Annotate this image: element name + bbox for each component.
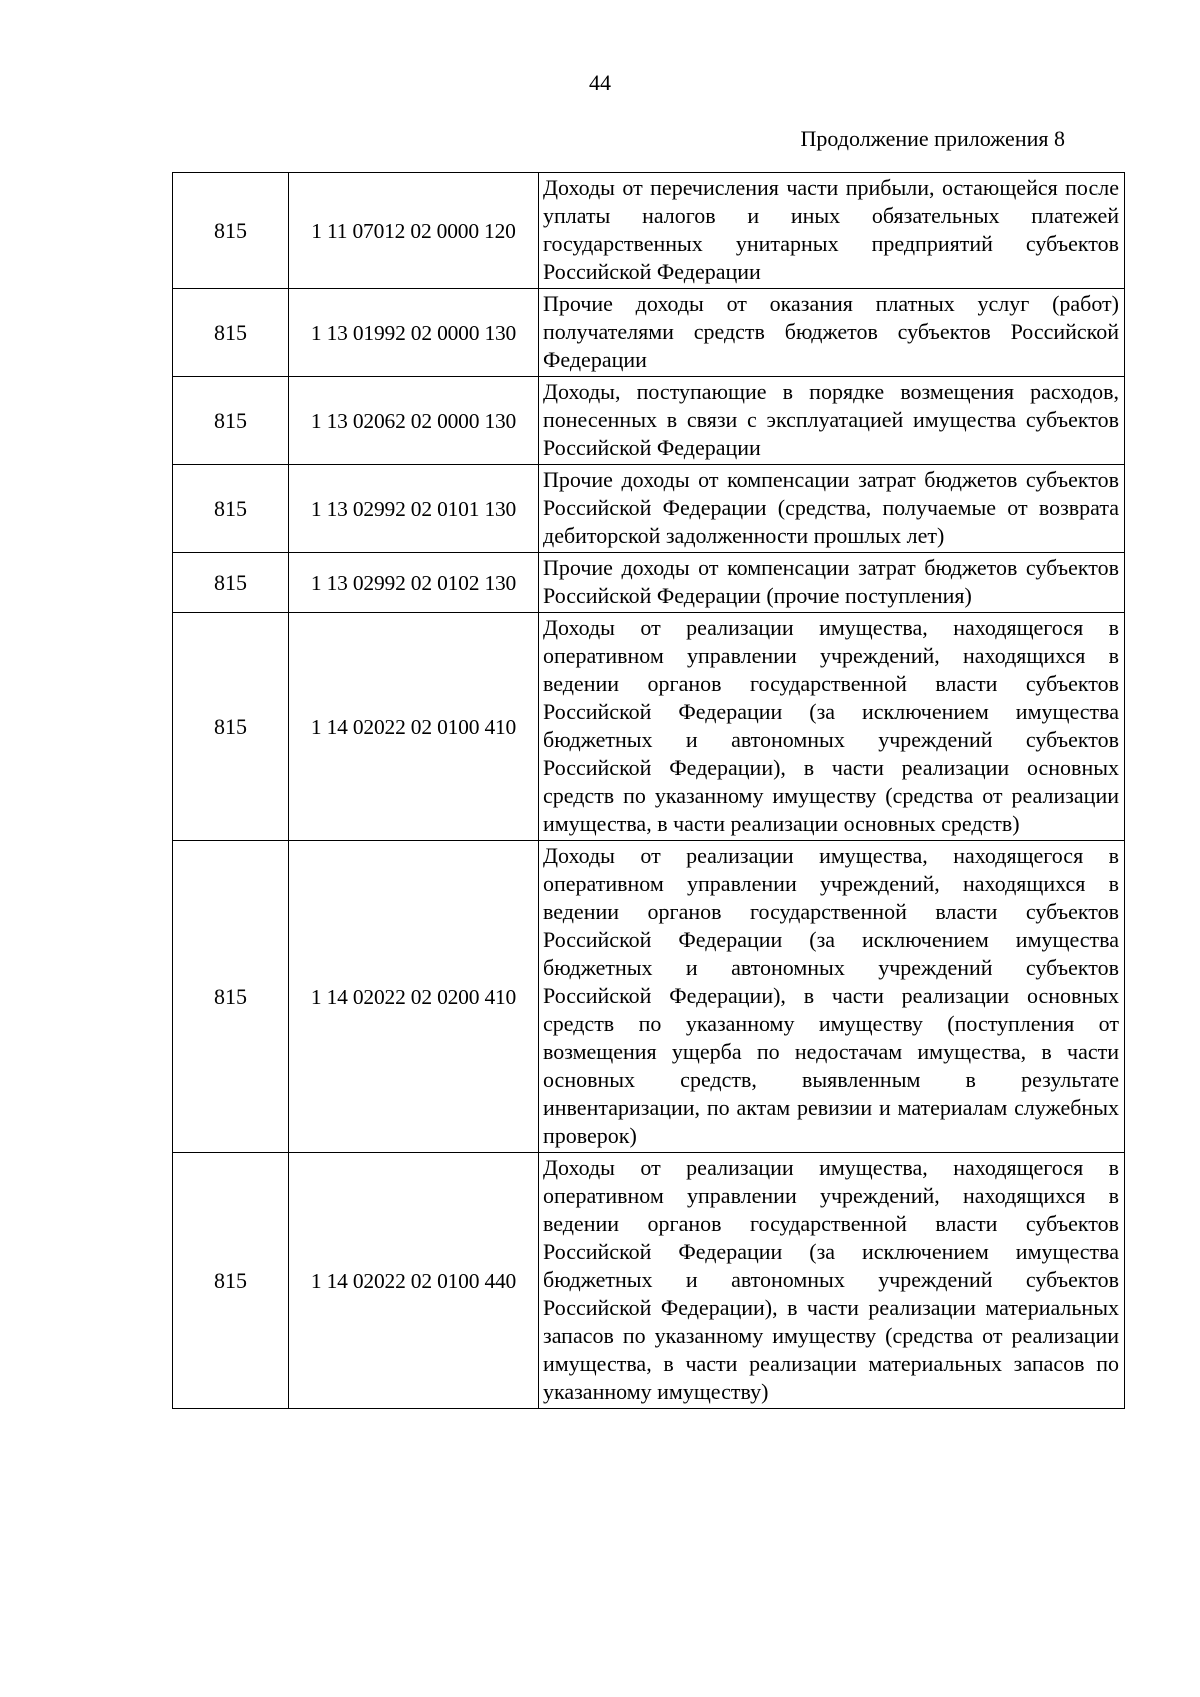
admin-code-cell: 815 [173,377,289,465]
revenue-description-cell: Прочие доходы от оказания платных услуг (работ) получателями средств бюджетов субъектов Российской Федерации [539,289,1125,377]
admin-code-cell: 815 [173,841,289,1153]
revenue-description-cell: Прочие доходы от компенсации затрат бюджетов субъектов Российской Федерации (прочие поступления) [539,553,1125,613]
table-row [173,289,1125,377]
revenue-description-cell: Прочие доходы от компенсации затрат бюджетов субъектов Российской Федерации (средства, получаемые от возврата дебиторской задолженности прошлых лет) [539,465,1125,553]
revenue-code-cell: 1 13 01992 02 0000 130 [289,289,539,377]
revenue-code-cell: 1 14 02022 02 0200 410 [289,841,539,1153]
table-row [173,1153,1125,1409]
revenue-description-cell: Доходы от реализации имущества, находящегося в оперативном управлении учреждений, находящихся в ведении органов государственной власти субъектов Российской Федерации (за исключением имущества бюджетных и автономных учреждений субъектов Российской Федерации), в части реализации основных средств по указанному имуществу (средства от реализации имущества, в части реализации основных средств) [539,613,1125,841]
revenue-description-cell: Доходы от перечисления части прибыли, остающейся после уплаты налогов и иных обязательных платежей государственных унитарных предприятий субъектов Российской Федерации [539,173,1125,289]
page-number: 44 [589,70,611,95]
revenue-description-cell: Доходы, поступающие в порядке возмещения расходов, понесенных в связи с эксплуатацией имущества субъектов Российской Федерации [539,377,1125,465]
revenue-description-cell: Доходы от реализации имущества, находящегося в оперативном управлении учреждений, находящихся в ведении органов государственной власти субъектов Российской Федерации (за исключением имущества бюджетных и автономных учреждений субъектов Российской Федерации), в части реализации основных средств по указанному имуществу (поступления от возмещения ущерба по недостачам имущества, в части основных средств, выявленным в результате инвентаризации, по актам ревизии и материалам служебных проверок) [539,841,1125,1153]
table-row [173,841,1125,1153]
revenue-code-cell: 1 13 02062 02 0000 130 [289,377,539,465]
revenue-codes-table [172,172,1125,1409]
revenue-code-cell: 1 14 02022 02 0100 440 [289,1153,539,1409]
table-row [173,613,1125,841]
revenue-code-cell: 1 13 02992 02 0102 130 [289,553,539,613]
revenue-code-cell: 1 13 02992 02 0101 130 [289,465,539,553]
table-row [173,173,1125,289]
table-row [173,465,1125,553]
admin-code-cell: 815 [173,465,289,553]
admin-code-cell: 815 [173,289,289,377]
table-body [173,173,1125,1409]
appendix-continuation-label: Продолжение приложения 8 [800,126,1065,151]
revenue-code-cell: 1 14 02022 02 0100 410 [289,613,539,841]
table-row [173,553,1125,613]
admin-code-cell: 815 [173,1153,289,1409]
table-row [173,377,1125,465]
revenue-code-cell: 1 11 07012 02 0000 120 [289,173,539,289]
admin-code-cell: 815 [173,613,289,841]
revenue-description-cell: Доходы от реализации имущества, находящегося в оперативном управлении учреждений, находящихся в ведении органов государственной власти субъектов Российской Федерации (за исключением имущества бюджетных и автономных учреждений субъектов Российской Федерации), в части реализации материальных запасов по указанному имуществу (средства от реализации имущества, в части реализации материальных запасов по указанному имуществу) [539,1153,1125,1409]
admin-code-cell: 815 [173,553,289,613]
admin-code-cell: 815 [173,173,289,289]
